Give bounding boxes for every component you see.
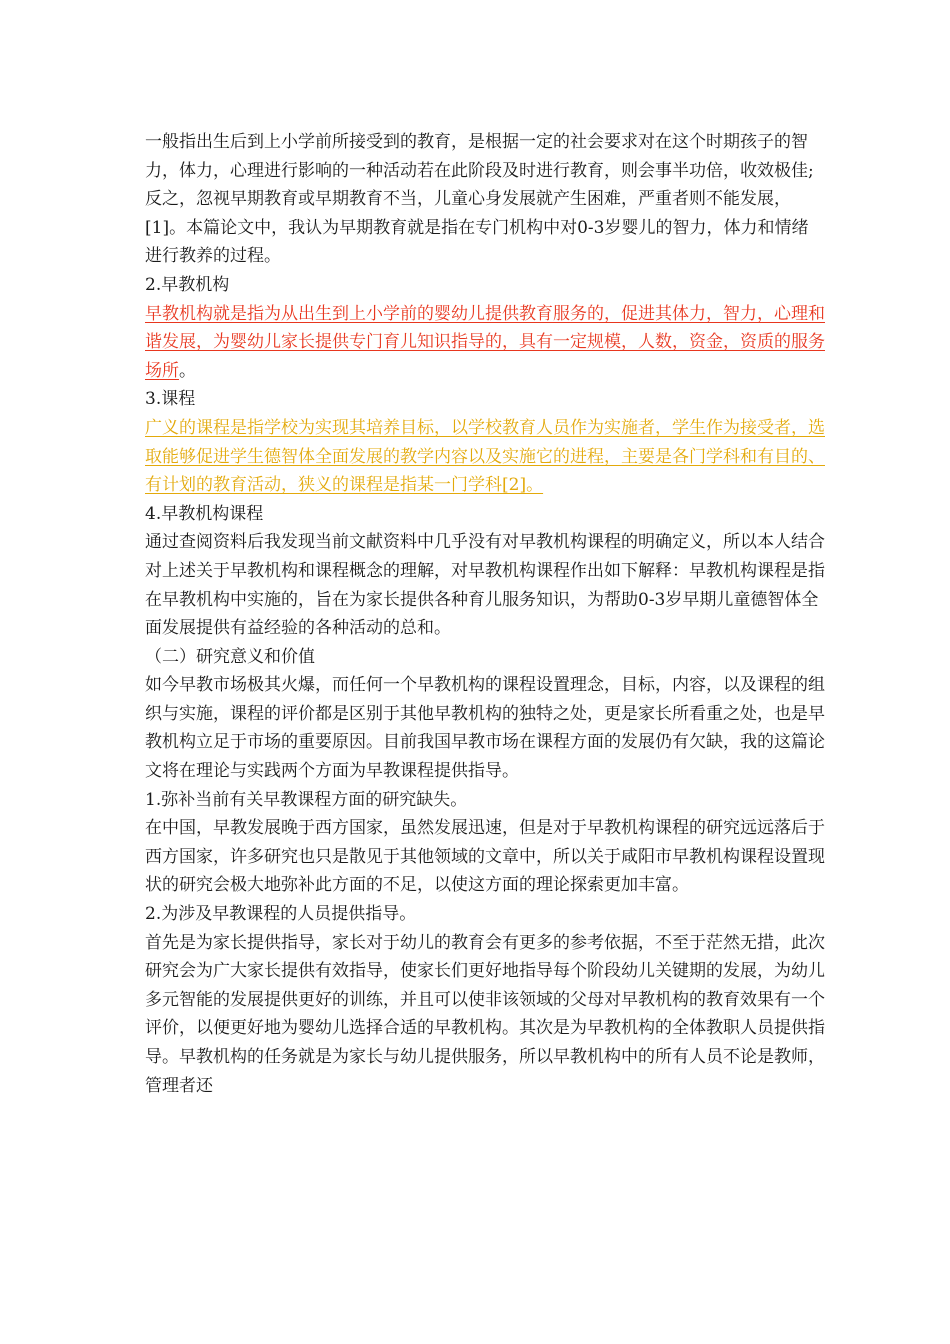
paragraph-china-context: 在中国，早教发展晚于西方国家，虽然发展迅速，但是对于早教机构课程的研究远远落后于西方国家，许多研究也只是散见于其他领域的文章中，所以关于咸阳市早教机构课程设置现状的研究会极大地弥补此方面的不足，以使这方面的理论探索更加丰富。 xyxy=(145,818,825,896)
section-heading-significance: （二）研究意义和价值 xyxy=(145,646,315,667)
highlighted-text-gold: 广义的课程是指学校为实现其培养目标，以学校教育人员作为实施者，学生作为接受者，选取能够促进学生德智体全面发展的教学内容以及实施它的进程，主要是各门学科和有目的、有计划的教育活动，狭义的课程是指某一门学科[2]。 xyxy=(145,417,825,496)
paragraph-curriculum-definition xyxy=(145,414,825,500)
heading-fill-research-gap: 1.弥补当前有关早教课程方面的研究缺失。 xyxy=(145,789,468,810)
heading-curriculum: 3.课程 xyxy=(145,389,196,410)
highlighted-text-red: 早教机构就是指为从出生到上小学前的婴幼儿提供教育服务的，促进其体力，智力，心理和谐发展，为婴幼儿家长提供专门育儿知识指导的，具有一定规模，人数，资金，资质的服务场所 xyxy=(145,303,825,381)
document-body xyxy=(145,128,825,1100)
paragraph-institution-definition xyxy=(145,300,825,386)
paragraph-institution-curriculum: 通过查阅资料后我发现当前文献资料中几乎没有对早教机构课程的明确定义，所以本人结合对上述关于早教机构和课程概念的理解，对早教机构课程作出如下解释：早教机构课程是指在早教机构中实施的，旨在为家长提供各种育儿服务知识，为帮助0-3岁早期儿童德智体全面发展提供有益经验的各种活动的总和。 xyxy=(145,532,825,639)
heading-early-education-institution: 2.早教机构 xyxy=(145,274,230,295)
heading-institution-curriculum: 4.早教机构课程 xyxy=(145,503,264,524)
paragraph-market: 如今早教市场极其火爆，而任何一个早教机构的课程设置理念，目标，内容，以及课程的组织与实施，课程的评价都是区别于其他早教机构的独特之处，更是家长所看重之处，也是早教机构立足于市场的重要原因。目前我国早教市场在课程方面的发展仍有欠缺，我的这篇论文将在理论与实践两个方面为早教课程提供指导。 xyxy=(145,675,825,782)
heading-guidance: 2.为涉及早教课程的人员提供指导。 xyxy=(145,904,417,925)
paragraph-guidance: 首先是为家长提供指导，家长对于幼儿的教育会有更多的参考依据，不至于茫然无措，此次研究会为广大家长提供有效指导，使家长们更好地指导每个阶段幼儿关键期的发展，为幼儿多元智能的发展提供更好的训练，并且可以使非该领域的父母对早教机构的教育效果有一个评价，以便更好地为婴幼儿选择合适的早教机构。其次是为早教机构的全体教职人员提供指导。早教机构的任务就是为家长与幼儿提供服务，所以早教机构中的所有人员不论是教师，管理者还 xyxy=(145,932,825,1096)
paragraph-tail: 。 xyxy=(179,360,196,381)
paragraph-early-education-definition: 一般指出生后到上小学前所接受到的教育，是根据一定的社会要求对在这个时期孩子的智力，体力，心理进行影响的一种活动若在此阶段及时进行教育，则会事半功倍，收效极佳;反之，忽视早期教育或早期教育不当，儿童心身发展就产生困难，严重者则不能发展，[1]。本篇论文中，我认为早期教育就是指在专门机构中对0-3岁婴儿的智力，体力和情绪进行教养的过程。 xyxy=(145,132,814,267)
